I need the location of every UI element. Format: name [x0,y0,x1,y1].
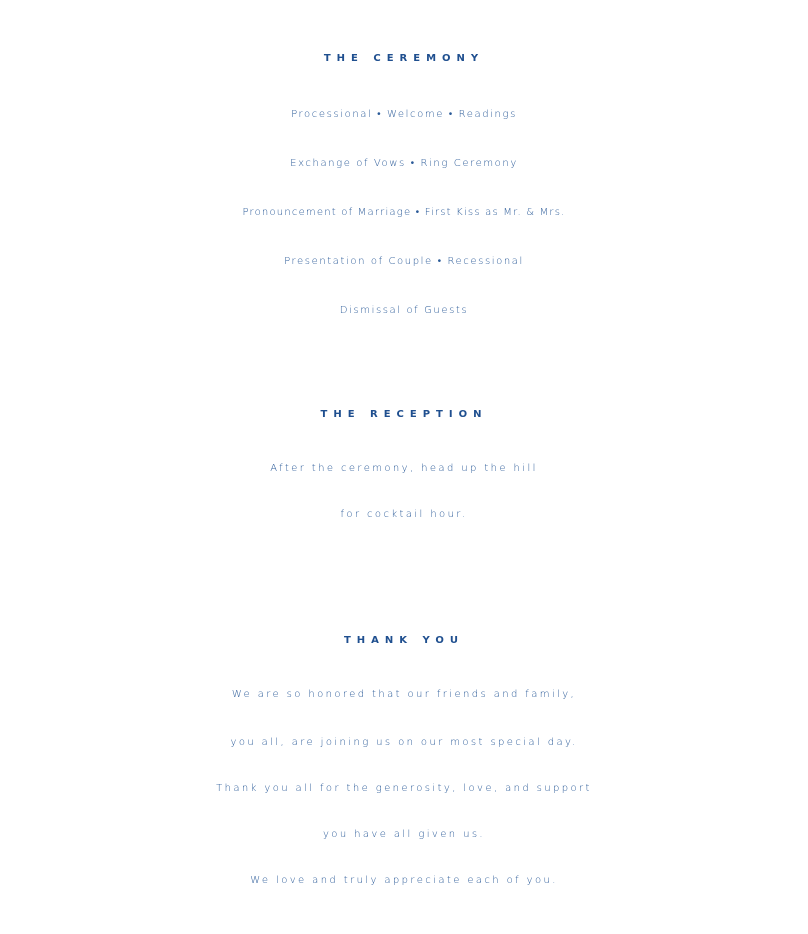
thank-you-line: We love and truly appreciate each of you. [250,875,558,886]
ceremony-line: Exchange of Vows • Ring Ceremony [290,158,518,169]
reception-line: After the ceremony, head up the hill [270,463,538,474]
ceremony-line: Pronouncement of Marriage • First Kiss as Mr. & Mrs. [242,207,566,218]
reception-heading: THE RECEPTION [320,409,488,420]
thank-you-line: We are so honored that our friends and family, [231,689,577,700]
ceremony-line: Presentation of Couple • Recessional [284,256,524,267]
thank-you-line: you all, are joining us on our most special day. [230,737,578,748]
thank-you-line: Thank you all for the generosity, love, and support [216,783,592,794]
ceremony-heading: THE CEREMONY [323,53,485,64]
ceremony-line: Processional • Welcome • Readings [291,109,517,120]
ceremony-line: Dismissal of Guests [339,305,469,316]
thank-you-heading: THANK YOU [343,635,465,646]
reception-line: for cocktail hour. [340,509,468,520]
thank-you-line: you have all given us. [322,829,486,840]
